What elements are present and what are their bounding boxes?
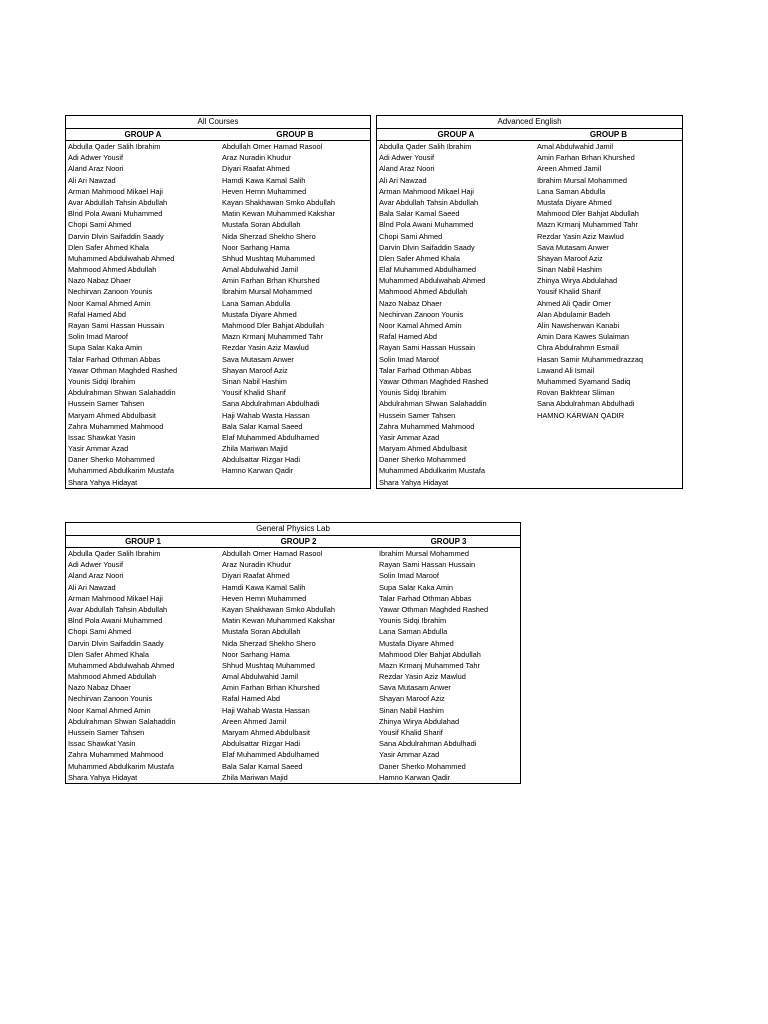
student-name: Arman Mahmood Mikael Haji [68,186,163,196]
student-name: Mahmood Ahmed Abdullah [68,265,157,275]
student-name: Shara Yahya Hidayat [379,477,449,487]
group-columns [66,141,370,488]
student-name: Abdulsattar Rizgar Hadi [222,455,301,465]
student-name: Issac Shawkat Yasin [68,432,136,442]
student-name: Rayan Sami Hassan Hussain [379,560,476,570]
student-name: Abdullah Omer Hamad Rasool [222,142,323,151]
student-name: Shhud Mushtaq Muhammed [222,660,315,670]
student-name: Rafal Hamed Abd [222,694,280,704]
student-name: Hamno Karwan Qadir [379,772,451,782]
student-name: Sana Abdulrahman Abdulhadi [379,739,477,749]
student-name: Rayan Sami Hassan Hussain [68,321,165,330]
student-name: Darvin Dlvin Saifaddin Saady [68,638,164,648]
student-name: Arman Mahmood Mikael Haji [68,593,163,603]
student-name: Talar Farhad Othman Abbas [68,354,161,364]
student-name: Zhinya Wirya Abdulahad [537,276,618,286]
student-name: Muhammed Abdulkarim Mustafa [379,466,485,476]
student-name: Blnd Pola Awani Muhammed [68,209,163,219]
student-name: Sava Mutasam Anwer [222,354,294,364]
student-name: Hamdi Kawa Kamal Salih [222,175,306,185]
student-name: Nida Sherzad Shekho Shero [222,638,316,648]
student-name: Daner Sherko Mohammed [379,455,466,465]
student-name: Dlen Safer Ahmed Khala [68,242,149,252]
student-name: Rezdar Yasin Aziz Mawlud [537,231,624,241]
student-name: Noor Kamal Ahmed Amin [68,298,151,308]
student-name: Sinan Nabil Hashim [537,265,602,275]
student-name: Hamno Karwan Qadir [222,466,294,476]
group-column [66,141,220,488]
student-name: Rayan Sami Hassan Hussain [379,343,476,353]
student-name: Hussein Samer Tahsen [68,399,145,409]
student-name: Areen Ahmed Jamil [537,164,602,174]
student-name: Aland Araz Noori [68,164,124,174]
student-name: Abdulla Qader Salih Ibrahim [68,549,161,558]
student-name: Blnd Pola Awani Muhammed [379,220,474,230]
student-name: Adi Adwer Yousif [68,153,124,163]
student-name: Younis Sidqi Ibrahim [68,376,136,386]
student-name: Dlen Safer Ahmed Khala [68,649,149,659]
group-header: GROUP 1 [125,537,161,546]
student-name: Mahmood Ahmed Abdullah [68,672,157,682]
student-name: Nechirvan Zanoon Younis [68,287,153,297]
student-name: Yousif Khalid Sharif [537,287,601,297]
student-name: Nazo Nabaz Dhaer [68,683,131,693]
student-name: Solin Imad Maroof [379,354,439,364]
student-name: Muhammed Abdulwahab Ahmed [68,253,175,263]
student-name: Yawar Othman Maghded Rashed [379,376,489,386]
student-name: Muhammed Abdulkarim Mustafa [68,466,174,476]
student-name: Ibrahim Mursal Mohammed [379,549,469,558]
student-name: Yousif Khalid Sharif [222,388,286,398]
student-name: Lana Saman Abdulla [537,186,606,196]
student-name: Maryam Ahmed Abdulbasit [68,410,156,420]
student-name: Amin Farhan Brhan Khurshed [222,276,320,286]
student-name: Arman Mahmood Mikael Haji [379,186,474,196]
student-name: Shhud Mushtaq Muhammed [222,253,315,263]
student-name: Abdullah Omer Hamad Rasool [222,549,323,558]
student-name: Ibrahim Mursal Mohammed [222,287,312,297]
student-name: Yasir Ammar Azad [379,750,440,760]
student-name: Chopi Sami Ahmed [68,627,132,637]
group-column [377,141,535,488]
student-name: Darvin Dlvin Saifaddin Saady [68,231,164,241]
table-title: General Physics Lab [66,523,520,536]
student-name: Rezdar Yasin Aziz Mawlud [379,672,466,682]
student-name: Daner Sherko Mohammed [68,455,155,465]
student-name: Nida Sherzad Shekho Shero [222,231,316,241]
student-name: Muhammed Syamand Sadiq [537,376,631,386]
student-name: Noor Sarhang Hama [222,649,290,659]
student-name: Aland Araz Noori [68,571,124,581]
student-name: Rafal Hamed Abd [379,332,437,342]
student-name: Nechirvan Zanoon Younis [68,694,153,704]
student-name: Bala Salar Kamal Saeed [222,761,303,771]
group-header-row [66,129,370,141]
student-name: Sinan Nabil Hashim [222,376,287,386]
student-name: Solin Imad Maroof [68,332,128,342]
table-advanced-english [376,115,683,489]
student-name: Lawand Ali Ismail [537,365,595,375]
student-name: HAMNO KARWAN QADIR [537,410,625,420]
student-name: Sava Mutasam Anwer [379,683,451,693]
group-columns [377,141,682,488]
student-name: Muhammed Abdulwahab Ahmed [68,660,175,670]
student-name: Hamdi Kawa Kamal Salih [222,582,306,592]
student-name: Yawar Othman Maghded Rashed [68,365,178,375]
student-name: Heven Hemn Muhammed [222,593,307,603]
student-name: Abdulsattar Rizgar Hadi [222,739,301,749]
student-name: Mustafa Soran Abdullah [222,627,301,637]
student-name: Alan Abdulamir Badeh [537,309,611,319]
student-name: Amin Farhan Brhan Khurshed [537,153,635,163]
student-name: Maryam Ahmed Abdulbasit [222,728,310,737]
student-name: Rafal Hamed Abd [68,309,126,319]
student-name: Mahmood Dler Bahjat Abdullah [222,321,324,330]
table-title: Advanced English [377,116,682,129]
student-name: Abdulla Qader Salih Ibrahim [68,142,161,151]
student-name: Hasan Samir Muhammedrazzaq [537,354,643,364]
student-name: Mustafa Diyare Ahmed [537,197,612,207]
student-name: Zhila Mariwan Majid [222,444,288,454]
student-name: Nazo Nabaz Dhaer [68,276,131,286]
student-name: Avar Abdullah Tahsin Abdullah [68,197,168,207]
student-name: Mustafa Soran Abdullah [222,220,301,230]
student-name: Diyari Raafat Ahmed [222,164,290,174]
student-name: Abdulrahman Shwan Salahaddin [68,716,176,726]
student-name: Kayan Shakhawan Smko Abdullah [222,604,335,614]
student-name: Blnd Pola Awani Muhammed [68,616,163,626]
student-name: Shara Yahya Hidayat [68,772,138,782]
student-name: Zhila Mariwan Majid [222,772,288,782]
student-name: Amal Abdulwahid Jamil [222,672,298,682]
student-name: Bala Salar Kamal Saeed [222,421,303,431]
student-name: Amal Abdulwahid Jamil [222,265,298,275]
student-name: Ali Ari Nawzad [379,175,427,185]
student-name: Chopi Sami Ahmed [68,220,132,230]
student-name: Kayan Shakhawan Smko Abdullah [222,197,335,207]
student-name: Avar Abdullah Tahsin Abdullah [68,604,168,614]
group-column [66,548,220,783]
student-name: Younis Sidqi Ibrahim [379,616,447,626]
table-all-courses [65,115,371,489]
student-name: Hussein Samer Tahsen [68,728,145,737]
student-name: Diyari Raafat Ahmed [222,571,290,581]
student-name: Dlen Safer Ahmed Khala [379,253,460,263]
student-name: Zhinya Wirya Abdulahad [379,716,460,726]
student-name: Sana Abdulrahman Abdulhadi [537,399,635,409]
student-name: Mustafa Diyare Ahmed [222,309,297,319]
student-name: Shayan Maroof Aziz [379,694,445,704]
student-name: Lana Saman Abdulla [379,627,448,637]
student-name: Abdulla Qader Salih Ibrahim [379,142,472,151]
student-name: Haji Wahab Wasta Hassan [222,705,310,715]
student-name: Sana Abdulrahman Abdulhadi [222,399,320,409]
student-name: Shara Yahya Hidayat [68,477,138,487]
group-header-row [377,129,682,141]
student-name: Haji Wahab Wasta Hassan [222,410,310,420]
group-header: GROUP 3 [430,537,467,546]
student-name: Abdulrahman Shwan Salahaddin [68,388,176,398]
student-name: Talar Farhad Othman Abbas [379,593,472,603]
student-name: Chra Abdulrahmn Esmail [537,343,619,353]
table-title: All Courses [66,116,370,129]
student-name: Daner Sherko Mohammed [379,761,466,771]
student-name: Talar Farhad Othman Abbas [379,365,472,375]
student-name: Noor Kamal Ahmed Amin [379,321,462,330]
student-name: Muhammed Abdulkarim Mustafa [68,761,174,771]
student-name: Araz Nuradin Khudur [222,153,292,163]
group-header: GROUP 2 [280,537,317,546]
student-name: Amin Farhan Brhan Khurshed [222,683,320,693]
student-name: Aland Araz Noori [379,164,435,174]
group-header: GROUP B [276,130,314,139]
student-name: Mazn Krmanj Muhammed Tahr [537,220,638,230]
student-name: Solin Imad Maroof [379,571,439,581]
student-name: Rezdar Yasin Aziz Mawlud [222,343,309,353]
group-header: GROUP A [437,130,475,139]
student-name: Younis Sidqi Ibrahim [379,388,447,398]
student-name: Ahmed Ali Qadir Omer [537,298,611,308]
student-name: Heven Hemn Muhammed [222,186,307,196]
student-name: Supa Salar Kaka Amin [379,582,453,592]
student-name: Ali Ari Nawzad [68,175,116,185]
student-name: Zahra Muhammed Mahmood [68,421,164,431]
student-name: Shayan Maroof Aziz [537,253,603,263]
student-name: Amal Abdulwahid Jamil [537,142,613,151]
student-name: Mazn Krmanj Muhammed Tahr [222,332,323,342]
student-name: Areen Ahmed Jamil [222,716,287,726]
student-name: Supa Salar Kaka Amin [68,343,142,353]
student-name: Noor Sarhang Hama [222,242,290,252]
student-name: Sinan Nabil Hashim [379,705,444,715]
student-name: Shayan Maroof Aziz [222,365,288,375]
student-name: Mahmood Dler Bahjat Abdullah [379,649,481,659]
student-name: Yawar Othman Maghded Rashed [379,604,489,614]
student-name: Mahmood Ahmed Abdullah [379,287,468,297]
student-name: Nechirvan Zanoon Younis [379,309,464,319]
student-name: Rovan Bakhtear Sliman [537,388,615,398]
group-column [220,141,370,488]
student-name: Mustafa Diyare Ahmed [379,638,454,648]
student-name: Chopi Sami Ahmed [379,231,443,241]
student-name: Muhammed Abdulwahab Ahmed [379,276,486,286]
student-name: Abdulrahman Shwan Salahaddin [379,399,487,409]
student-name: Adi Adwer Yousif [68,560,124,570]
table-general-physics-lab [65,522,521,784]
student-name: Noor Kamal Ahmed Amin [68,705,151,715]
student-name: Yasir Ammar Azad [68,444,129,454]
student-name: Yousif Khalid Sharif [379,728,443,737]
student-name: Darvin Dlvin Saifaddin Saady [379,242,475,252]
student-name: Araz Nuradin Khudur [222,560,292,570]
group-column [220,548,377,783]
student-name: Zahra Muhammed Mahmood [379,421,475,431]
group-columns [66,548,520,783]
student-name: Bala Salar Kamal Saeed [379,209,460,219]
student-name: Sava Mutasam Anwer [537,242,609,252]
student-name: Lana Saman Abdulla [222,298,291,308]
student-name: Matin Kewan Muhammed Kakshar [222,616,335,626]
student-name: Amin Dara Kawes Sulaiman [537,332,630,342]
student-name: Yasir Ammar Azad [379,432,440,442]
student-name: Matin Kewan Muhammed Kakshar [222,209,335,219]
student-name: Mazn Krmanj Muhammed Tahr [379,660,480,670]
student-name: Avar Abdullah Tahsin Abdullah [379,197,479,207]
student-name: Ibrahim Mursal Mohammed [537,175,627,185]
student-name: Ali Ari Nawzad [68,582,116,592]
group-column [535,141,682,488]
group-column [377,548,520,783]
student-name: Issac Shawkat Yasin [68,739,136,749]
group-header: GROUP A [124,130,162,139]
student-name: Mahmood Dler Bahjat Abdullah [537,209,639,219]
group-header-row [66,536,520,548]
student-name: Zahra Muhammed Mahmood [68,750,164,760]
student-name: Elaf Muhammed Abdulhamed [222,432,319,442]
student-name: Hussein Samer Tahsen [379,410,456,420]
student-name: Alin Nawsherwan Kanabi [537,321,620,330]
student-name: Elaf Muhammed Abdulhamed [379,265,476,275]
student-name: Adi Adwer Yousif [379,153,435,163]
group-header: GROUP B [589,130,628,139]
student-name: Nazo Nabaz Dhaer [379,298,442,308]
student-name: Elaf Muhammed Abdulhamed [222,750,319,760]
student-name: Maryam Ahmed Abdulbasit [379,444,467,454]
